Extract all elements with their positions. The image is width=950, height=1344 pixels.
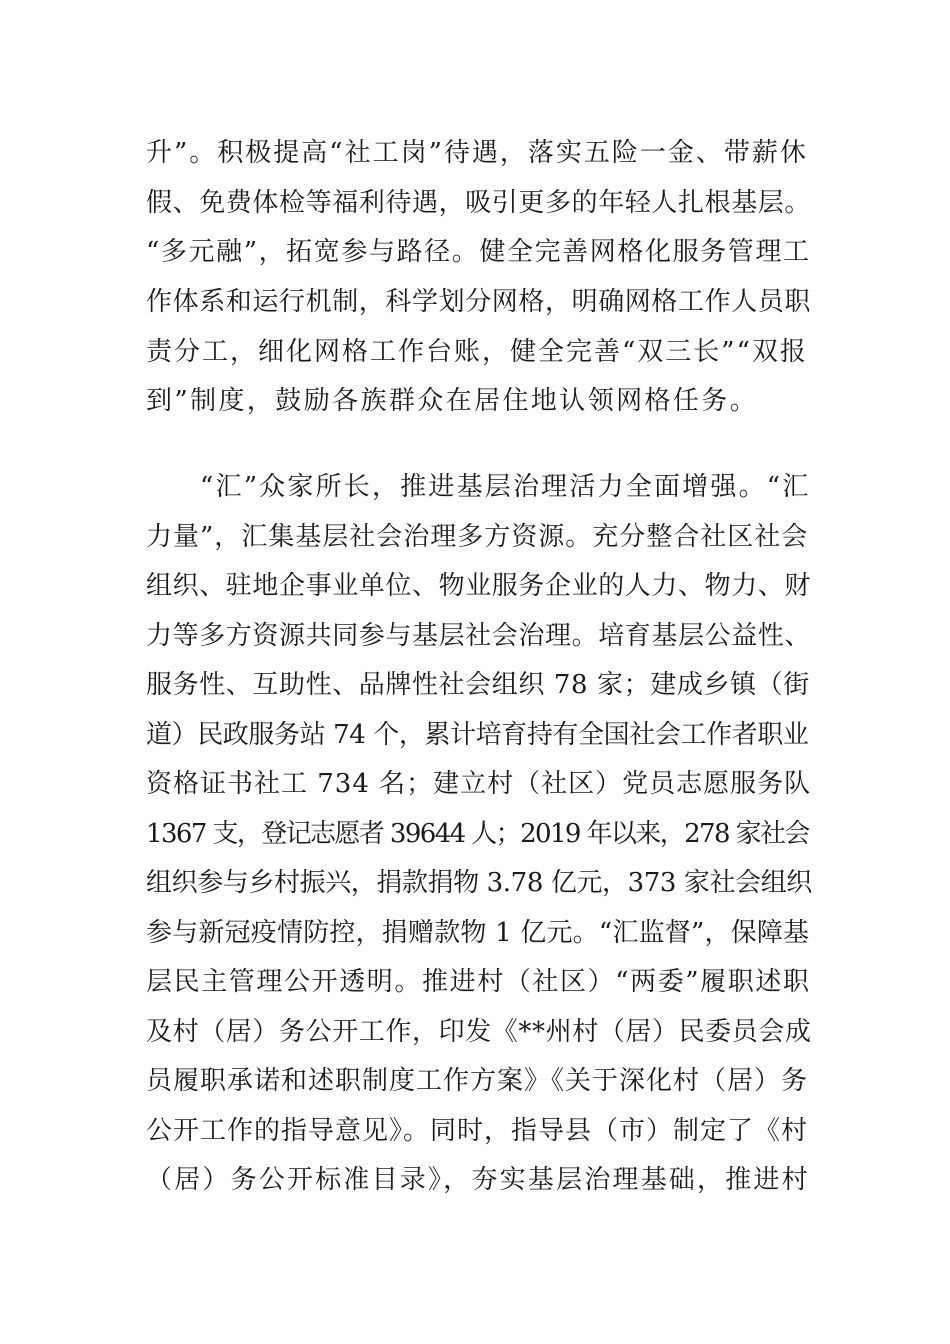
text-line: 1367 支，登记志愿者 39644 人；2019 年以来，278 家社会 (146, 819, 809, 849)
text-line: 层民主管理公开透明。推进村（社区）“两委”履职述职 (146, 967, 811, 997)
text-line: “多元融”，拓宽参与路径。健全完善网格化服务管理工 (146, 237, 811, 267)
text-line: 力量”，汇集基层社会治理多方资源。充分整合社区社会 (146, 522, 809, 552)
text-line: 员履职承诺和述职制度工作方案》《关于深化村（居）务 (146, 1066, 809, 1096)
text-line: “汇”众家所长，推进基层治理活力全面增强。“汇 (200, 472, 811, 502)
text-line: 服务性、互助性、品牌性社会组织 78 家；建成乡镇（街 (146, 670, 810, 700)
text-line: 责分工，细化网格工作台账，健全完善“双三长”“双报 (146, 337, 808, 367)
text-line: 资格证书社工 734 名；建立村（社区）党员志愿服务队 (146, 769, 812, 799)
text-line: 作体系和运行机制，科学划分网格，明确网格工作人员职 (146, 287, 812, 317)
text-line: 组织、驻地企事业单位、物业服务企业的人力、物力、财 (146, 571, 812, 601)
text-line: 参与新冠疫情防控，捐赠款物 1 亿元。“汇监督”，保障基 (146, 918, 810, 948)
text-line: 到”制度，鼓励各族群众在居住地认领网格任务。 (146, 386, 759, 416)
text-line: 道）民政服务站 74 个，累计培育持有全国社会工作者职业 (146, 720, 809, 750)
text-line: 组织参与乡村振兴，捐款捐物 3.78 亿元，373 家社会组织 (146, 868, 812, 898)
text-line: 公开工作的指导意见》。同时，指导县（市）制定了《村 (146, 1116, 809, 1146)
text-line: （居）务公开标准目录》，夯实基层治理基础，推进村 (146, 1165, 810, 1195)
text-line: 假、免费体检等福利待遇，吸引更多的年轻人扎根基层。 (146, 188, 812, 218)
text-line: 升”。积极提高“社工岗”待遇，落实五险一金、带薪休 (146, 138, 808, 168)
text-line: 及村（居）务公开工作，印发《**州村（居）民委员会成 (146, 1017, 812, 1047)
text-line: 力等多方资源共同参与基层社会治理。培育基层公益性、 (146, 621, 812, 651)
